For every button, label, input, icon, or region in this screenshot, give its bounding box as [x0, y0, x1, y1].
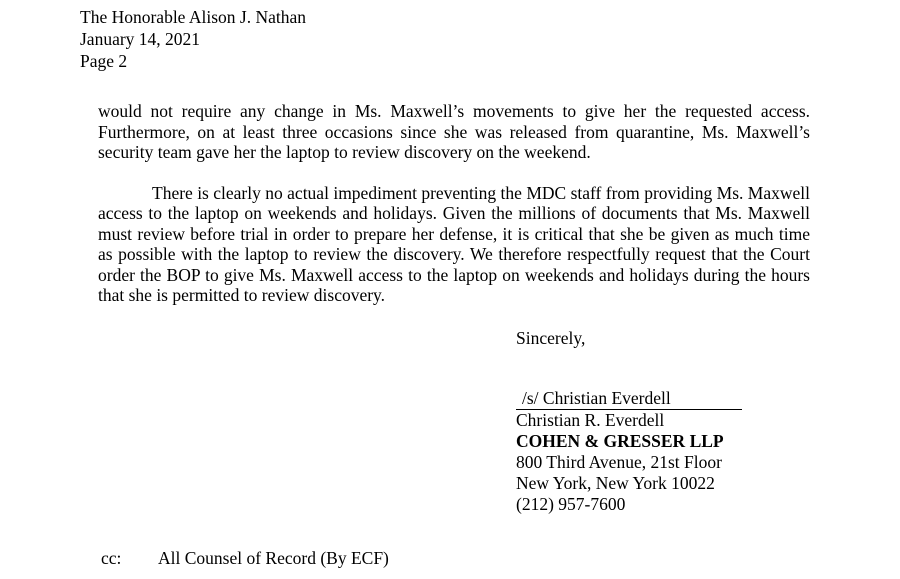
- closing-salutation: Sincerely,: [516, 328, 586, 348]
- signature-block: [516, 388, 742, 515]
- cc-label: cc:: [101, 548, 122, 568]
- header-date: January 14, 2021: [80, 29, 201, 49]
- firm-phone: (212) 957-7600: [516, 494, 626, 514]
- signature-line: /s/ Christian Everdell: [516, 388, 742, 410]
- cc-recipients: All Counsel of Record (By ECF): [158, 548, 389, 568]
- firm-name: COHEN & GRESSER LLP: [516, 431, 724, 451]
- cc-block: [101, 548, 389, 569]
- signer-name: Christian R. Everdell: [516, 410, 665, 430]
- body-paragraph-1: would not require any change in Ms. Maxwell’s movements to give her the requested access. Furthermore, on at least three occasions since she was released from quarantine, Ms. Maxwell’s security team gave her the laptop to review discovery on the weekend.: [98, 101, 810, 162]
- firm-address-line-2: New York, New York 10022: [516, 473, 715, 493]
- header-recipient: The Honorable Alison J. Nathan: [80, 7, 306, 27]
- header-page-number: Page 2: [80, 51, 128, 71]
- letter-body: [98, 101, 810, 306]
- letter-header: [80, 6, 306, 72]
- firm-address-line-1: 800 Third Avenue, 21st Floor: [516, 452, 722, 472]
- body-paragraph-2: There is clearly no actual impediment preventing the MDC staff from providing Ms. Maxwell access to the laptop on weekends and holidays. Given the millions of documents that Ms. Maxwell must review before trial in order to prepare her defense, it is critical that she be given as much time as possible with the laptop to review the discovery. We therefore respectfully request that the Court order the BOP to give Ms. Maxwell access to the laptop on weekends and holidays during the hours that she is permitted to review discovery.: [98, 182, 810, 305]
